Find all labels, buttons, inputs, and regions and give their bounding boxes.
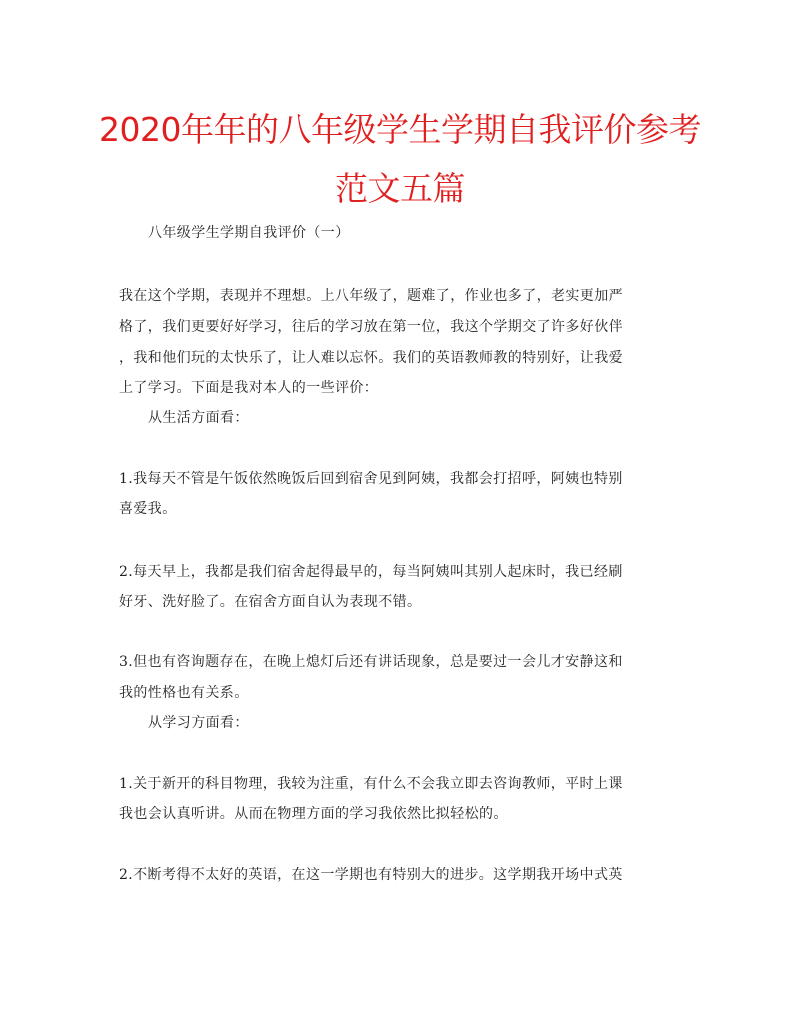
document-title-line-1: 2020年年的八年级学生学期自我评价参考 (99, 110, 701, 149)
paragraph-line: 2.每天早上，我都是我们宿舍起得最早的，每当阿姨叫其别人起床时，我已经刷 (119, 564, 623, 580)
paragraph-line: 我也会认真听讲。从而在物理方面的学习我依然比拟轻松的。 (119, 806, 508, 822)
paragraph-line: 喜爱我。 (119, 501, 177, 517)
paragraph-line: 格了，我们更要好好学习，往后的学习放在第一位，我这个学期交了许多好伙伴 (119, 319, 623, 335)
paragraph-line: 2.不断考得不太好的英语，在这一学期也有特别大的进步。这学期我开场中式英 (119, 867, 623, 883)
document-title-line-2: 范文五篇 (335, 169, 465, 208)
subheading-life: 从生活方面看： (148, 410, 249, 426)
paragraph-line: 1.我每天不管是午饭依然晚饭后回到宿舍见到阿姨，我都会打招呼，阿姨也特别 (119, 471, 623, 487)
paragraph-line: 好牙、洗好脸了。在宿舍方面自认为表现不错。 (119, 594, 422, 610)
paragraph-line: 我在这个学期，表现并不理想。上八年级了，题难了，作业也多了，老实更加严 (119, 288, 623, 304)
paragraph-line: 上了学习。下面是我对本人的一些评价： (119, 380, 379, 396)
section-heading: 八年级学生学期自我评价（一） (148, 225, 350, 241)
paragraph-line: 3.但也有咨询题存在，在晚上熄灯后还有讲话现象，总是要过一会儿才安静这和 (119, 654, 623, 670)
paragraph-line: 我的性格也有关系。 (119, 685, 249, 701)
paragraph-line: ，我和他们玩的太快乐了，让人难以忘怀。我们的英语教师教的特别好，让我爱 (119, 350, 623, 366)
paragraph-line: 1.关于新开的科目物理，我较为注重，有什么不会我立即去咨询教师，平时上课 (119, 776, 623, 792)
subheading-study: 从学习方面看： (148, 715, 249, 731)
